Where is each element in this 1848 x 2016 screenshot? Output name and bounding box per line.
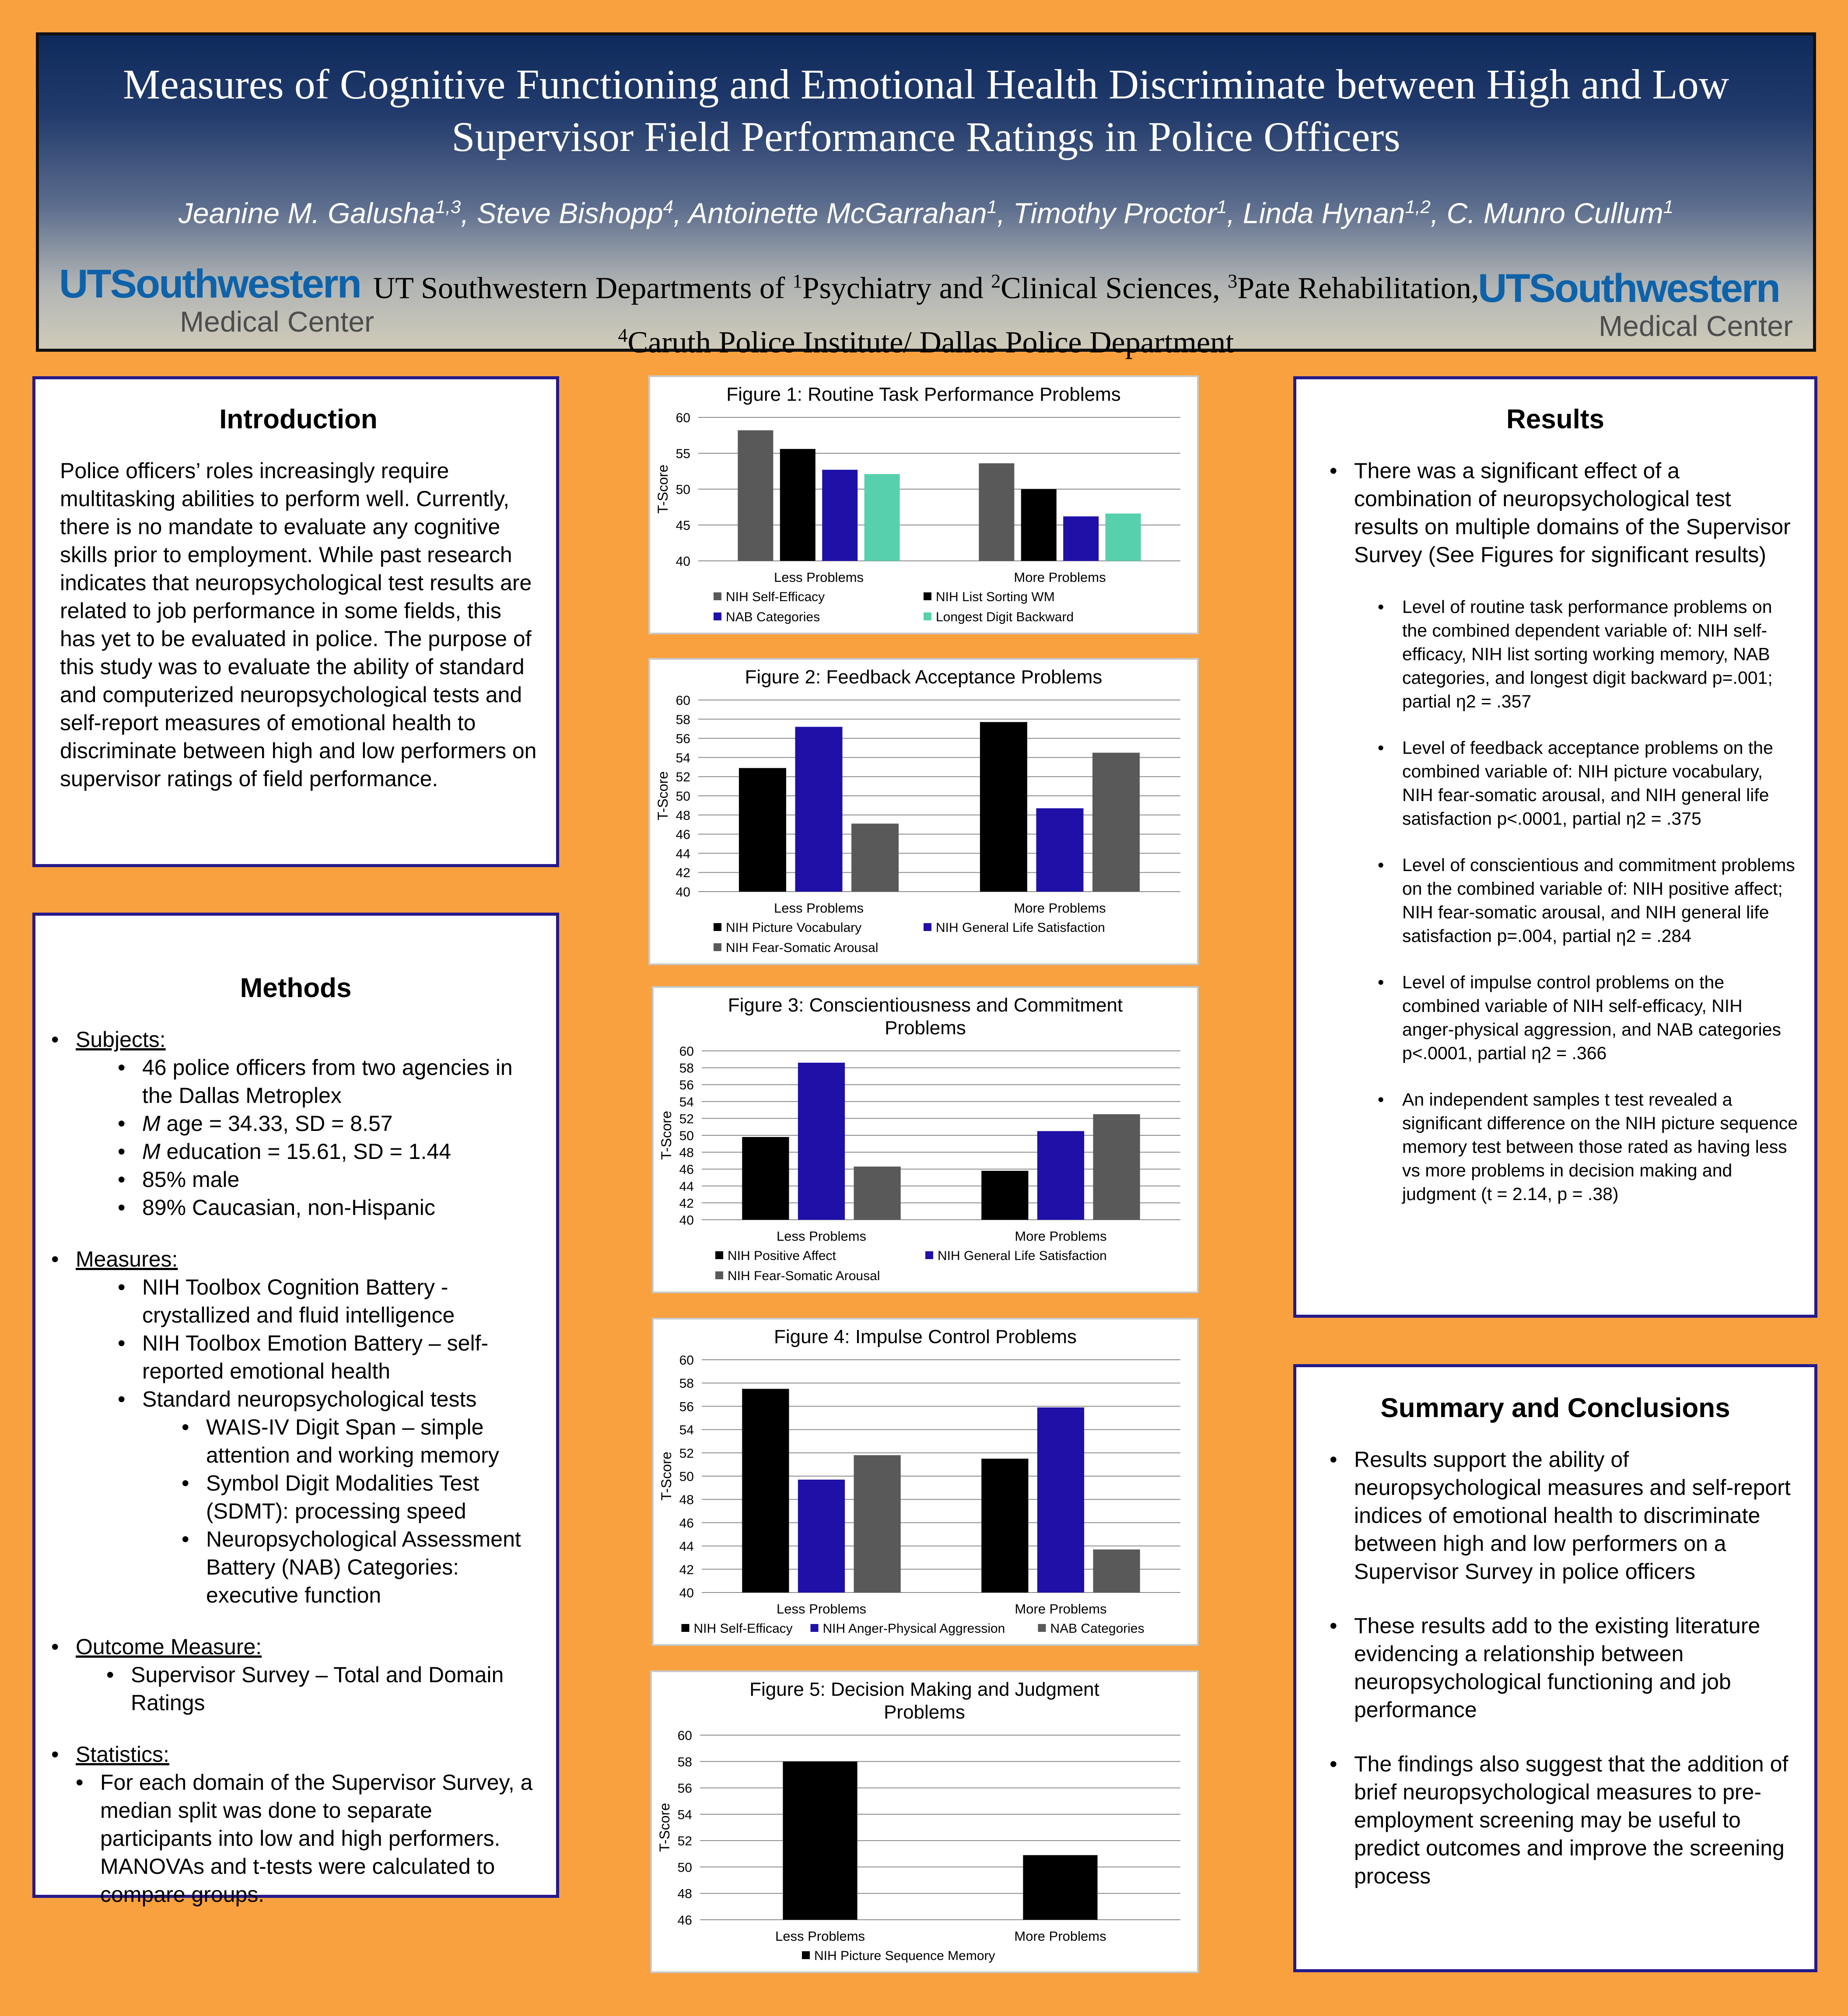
statistics-item: • For each domain of the Supervisor Survey, a median split was done to separate participants into low and high performers. MANOVAs and t-tests were calculated to compare groups. — [76, 1768, 540, 1908]
measures-section — [51, 1245, 540, 1609]
subjects-list — [118, 1054, 540, 1222]
utsw-logo-right — [1478, 267, 1793, 343]
legend-label: NIH Anger-Physical Aggression — [822, 1621, 1005, 1636]
figure-4-chart — [652, 1318, 1199, 1646]
chart-title: Problems — [885, 1017, 966, 1039]
legend-swatch — [714, 923, 721, 931]
chart-title: Figure 2: Feedback Acceptance Problems — [745, 666, 1102, 688]
legend-label: NAB Categories — [726, 610, 820, 624]
y-tick-label: 42 — [676, 866, 690, 881]
legend-label: NIH Fear-Somatic Arousal — [726, 941, 878, 955]
y-tick-label: 54 — [676, 751, 690, 766]
author-separator: , — [673, 197, 689, 229]
subject-text: education = 15.61, SD = 1.44 — [160, 1139, 452, 1164]
legend-swatch — [682, 1624, 690, 1632]
measure-item: • NIH Toolbox Emotion Battery – self-reported emotional health — [118, 1329, 540, 1385]
figure-4-svg — [654, 1320, 1197, 1644]
y-tick-label: 50 — [677, 1860, 692, 1875]
bar — [979, 463, 1014, 561]
author-separator: , — [461, 197, 477, 229]
y-axis-label: T-Score — [655, 771, 671, 821]
standard-test-item: • WAIS-IV Digit Span – simple attention and working memory — [182, 1413, 540, 1469]
y-tick-label: 44 — [679, 1179, 694, 1194]
bar — [798, 1480, 845, 1592]
introduction-text: Police officers’ roles increasingly require multitasking abilities to perform well. Currently, there is no mandate to evaluate any cognitive skills prior to employment. While past research indicates that neuropsychological test results are related to job performance in some fields, this has yet to be evaluated in police. The purpose of this study was to evaluate the ability of standard and computerized neuropsychological tests and self-report measures of emotional health to discriminate between high and low performers on supervisor ratings of field performance. — [60, 458, 537, 791]
y-tick-label: 40 — [676, 885, 690, 900]
legend-swatch — [802, 1951, 810, 1959]
statistics-label: Statistics: — [76, 1742, 169, 1767]
y-axis-label: T-Score — [655, 464, 671, 514]
summary-panel — [1293, 1364, 1817, 1972]
author-affiliation-number: 1 — [1663, 196, 1674, 217]
figure-2-svg — [650, 660, 1197, 963]
author-name: Linda Hynan — [1242, 197, 1405, 229]
y-tick-label: 40 — [679, 1586, 694, 1600]
bar — [980, 722, 1027, 892]
y-tick-label: 52 — [679, 1112, 694, 1127]
legend-swatch — [715, 1271, 723, 1279]
bar — [854, 1455, 901, 1592]
author-list — [39, 196, 1813, 230]
x-tick-label: More Problems — [1014, 1928, 1106, 1944]
bar — [822, 470, 858, 561]
legend-swatch — [714, 943, 721, 951]
bar — [864, 474, 900, 561]
bar — [783, 1761, 857, 1920]
subjects-label: Subjects: — [76, 1027, 166, 1052]
subject-item — [118, 1166, 540, 1194]
legend-swatch — [811, 1624, 819, 1632]
bar — [798, 1063, 845, 1220]
x-tick-label: Less Problems — [776, 1228, 867, 1244]
y-tick-label: 56 — [679, 1078, 694, 1093]
result-item: • Level of feedback acceptance problems on the combined variable of: NIH picture vocabulary, NIH fear-somatic arousal, and NIH general life satisfaction p<.0001, partial η2 = .375 — [1378, 736, 1799, 830]
legend-label: NIH Self-Efficacy — [693, 1621, 793, 1636]
figure-5-svg — [652, 1672, 1197, 1971]
measure-item: • Standard neuropsychological tests • WAIS-IV Digit Span – simple attention and working memory • Symbol Digit Modalities Test (SDMT): processing speed • Neuropsychological Assessment Battery (NAB) Categories: executive function — [118, 1385, 540, 1609]
figure-2-chart — [648, 658, 1199, 965]
result-item: • An independent samples t test revealed a significant difference on the NIH picture sequence memory test between those rated as having less vs more problems in decision making and judgment (t = 2.14, p = .38) — [1378, 1088, 1799, 1206]
affiliation-line-1: UT Southwestern Departments of $^1$Psychiatry and $^2$Clinical Sciences, $^3$Pate Rehabilitation, — [373, 270, 1479, 305]
y-axis-label: T-Score — [657, 1802, 672, 1852]
result-item: • Level of impulse control problems on the combined variable of NIH self-efficacy, NIH anger-physical aggression, and NAB categories p<.0001, partial η2 = .366 — [1378, 970, 1799, 1065]
chart-title: Figure 3: Conscientiousness and Commitment — [728, 994, 1123, 1016]
measures-list — [118, 1273, 540, 1609]
outcome-item: • Supervisor Survey – Total and Domain Ratings — [106, 1661, 540, 1717]
y-tick-label: 46 — [676, 827, 690, 842]
y-tick-label: 54 — [677, 1807, 692, 1822]
standard-tests-list — [182, 1413, 540, 1609]
author-affiliation-number: 4 — [663, 196, 673, 217]
legend-swatch — [714, 612, 721, 620]
header-banner — [36, 32, 1816, 360]
y-tick-label: 58 — [677, 1755, 692, 1770]
introduction-panel — [32, 376, 559, 867]
legend-swatch — [715, 1251, 723, 1259]
bar — [742, 1137, 789, 1220]
bar — [780, 449, 816, 561]
bar — [1106, 514, 1141, 561]
legend-label: NIH General Life Satisfaction — [936, 920, 1105, 935]
y-tick-label: 56 — [676, 732, 690, 746]
title-line-1: Measures of Cognitive Functioning and Emotional Health Discriminate between High and Low — [122, 61, 1729, 108]
y-tick-label: 48 — [677, 1886, 692, 1901]
y-tick-label: 52 — [679, 1446, 694, 1461]
subject-text: 46 police officers from two agencies in the Dallas Metroplex — [142, 1055, 513, 1108]
bar — [738, 430, 773, 561]
y-tick-label: 48 — [679, 1145, 694, 1160]
y-tick-label: 56 — [679, 1400, 694, 1414]
legend-label: NIH Self-Efficacy — [726, 590, 825, 604]
bar — [1063, 516, 1099, 561]
introduction-heading: Introduction — [219, 404, 378, 434]
result-item: • Level of routine task performance problems on the combined dependent variable of: NIH self-efficacy, NIH list sorting working memory, NAB categories, and longest digit backward p=.001; partial η2 = .357 — [1378, 595, 1799, 713]
y-tick-label: 50 — [676, 789, 690, 804]
author-name: Steve Bishopp — [477, 197, 663, 229]
y-tick-label: 52 — [677, 1834, 692, 1849]
bar — [742, 1389, 789, 1593]
statistics-section — [51, 1740, 540, 1908]
y-tick-label: 60 — [679, 1353, 694, 1368]
author-affiliation-number: 1,3 — [435, 196, 461, 217]
y-tick-label: 50 — [679, 1470, 694, 1484]
subject-item — [118, 1054, 540, 1110]
author-name: Jeanine M. Galusha — [178, 197, 435, 229]
x-tick-label: More Problems — [1014, 570, 1106, 585]
bar — [1093, 1550, 1140, 1592]
author-affiliation-number: 1,2 — [1405, 196, 1431, 217]
chart-title: Figure 4: Impulse Control Problems — [774, 1326, 1077, 1348]
subject-item — [118, 1194, 540, 1222]
legend-swatch — [924, 592, 931, 600]
result-item: • Level of conscientious and commitment problems on the combined variable of: NIH positive affect; NIH fear-somatic arousal, and NIH general life satisfaction p=.004, partial η2 = .284 — [1378, 853, 1799, 948]
y-tick-label: 48 — [676, 808, 690, 823]
measures-label: Measures: — [76, 1247, 178, 1271]
y-tick-label: 54 — [679, 1423, 694, 1438]
legend-label: NIH Picture Vocabulary — [726, 920, 862, 935]
standard-test-item: • Neuropsychological Assessment Battery (NAB) Categories: executive function — [182, 1525, 540, 1609]
bar — [1037, 1407, 1084, 1592]
legend-label: NIH List Sorting WM — [936, 590, 1055, 604]
outcome-label: Outcome Measure: — [76, 1634, 262, 1659]
statistics-list — [76, 1768, 540, 1908]
author-separator: , — [1430, 197, 1447, 229]
subject-text: 85% male — [142, 1167, 240, 1192]
y-tick-label: 44 — [679, 1539, 694, 1554]
y-tick-label: 56 — [677, 1781, 692, 1796]
y-tick-label: 48 — [679, 1493, 694, 1508]
y-tick-label: 46 — [679, 1516, 694, 1531]
summary-list — [1330, 1446, 1799, 1890]
author-separator: , — [997, 197, 1013, 229]
figure-3-chart — [652, 986, 1199, 1293]
legend-swatch — [924, 923, 931, 931]
summary-item: • Results support the ability of neuropsychological measures and self-report indices of emotional health to discriminate between high and low performers on a Supervisor Survey in police officers — [1330, 1446, 1799, 1586]
measure-item: • NIH Toolbox Cognition Battery - crystallized and fluid intelligence — [118, 1273, 540, 1329]
legend-label: NIH General Life Satisfaction — [938, 1249, 1107, 1263]
summary-item: • These results add to the existing literature evidencing a relationship between neuropsychological functioning and job performance — [1330, 1612, 1799, 1724]
bar — [739, 768, 786, 892]
y-tick-label: 55 — [676, 447, 690, 461]
affiliation-line-2: $^4$Caruth Police Institute/ Dallas Police Department — [618, 325, 1234, 360]
bar — [981, 1171, 1028, 1220]
results-main-list — [1330, 457, 1799, 569]
x-tick-label: More Problems — [1015, 1601, 1107, 1617]
bar — [1023, 1855, 1097, 1920]
y-tick-label: 42 — [679, 1562, 694, 1577]
poster-title — [39, 58, 1813, 163]
y-tick-label: 54 — [679, 1095, 694, 1110]
bar — [854, 1166, 901, 1220]
chart-title: Figure 5: Decision Making and Judgment — [749, 1679, 1099, 1700]
summary-item: • The findings also suggest that the addition of brief neuropsychological measures to pre-employment screening may be useful to predict outcomes and improve the screening process — [1330, 1750, 1799, 1890]
subjects-section — [51, 1026, 540, 1222]
author-separator: , — [1227, 197, 1243, 229]
y-tick-label: 50 — [679, 1129, 694, 1143]
bar — [1037, 1131, 1084, 1220]
methods-heading: Methods — [240, 973, 352, 1003]
author-name: Antoinette McGarrahan — [688, 197, 987, 229]
y-tick-label: 60 — [676, 411, 690, 425]
subject-text: 89% Caucasian, non-Hispanic — [142, 1195, 435, 1220]
bar — [1036, 808, 1084, 892]
utsw-logo-left — [59, 263, 374, 338]
results-panel — [1293, 376, 1817, 1318]
figure-3-svg — [654, 988, 1197, 1292]
standard-test-item: • Symbol Digit Modalities Test (SDMT): processing speed — [182, 1469, 540, 1525]
y-tick-label: 46 — [679, 1162, 694, 1177]
y-tick-label: 40 — [676, 554, 690, 569]
author-affiliation-number: 1 — [1216, 196, 1227, 217]
legend-label: NIH Fear-Somatic Arousal — [728, 1269, 880, 1283]
y-axis-label: T-Score — [658, 1451, 674, 1501]
y-tick-label: 58 — [679, 1061, 694, 1076]
results-heading: Results — [1506, 404, 1604, 434]
y-tick-label: 58 — [679, 1376, 694, 1391]
chart-title: Problems — [884, 1701, 965, 1723]
bar — [851, 824, 899, 892]
x-tick-label: Less Problems — [775, 1928, 865, 1944]
x-tick-label: Less Problems — [774, 570, 864, 585]
y-tick-label: 58 — [676, 712, 690, 727]
x-tick-label: Less Problems — [776, 1601, 867, 1617]
figure-1-svg — [650, 377, 1197, 633]
legend-label: NIH Picture Sequence Memory — [814, 1949, 995, 1963]
author-name: Timothy Proctor — [1013, 197, 1217, 229]
x-tick-label: More Problems — [1014, 900, 1106, 916]
title-line-2: Supervisor Field Performance Ratings in Police Officers — [452, 113, 1400, 160]
methods-panel — [32, 913, 559, 1907]
logo-wordmark: UTSouthwestern — [1478, 266, 1779, 311]
bar — [1092, 752, 1140, 892]
logo-subtitle: Medical Center — [1599, 310, 1793, 342]
bar — [795, 727, 843, 892]
subject-item — [118, 1110, 540, 1138]
author-affiliation-number: 1 — [987, 196, 997, 217]
y-tick-label: 45 — [676, 518, 690, 533]
legend-swatch — [925, 1251, 933, 1259]
y-tick-label: 46 — [677, 1913, 692, 1928]
logo-subtitle: Medical Center — [180, 305, 374, 338]
legend-swatch — [924, 612, 931, 620]
y-tick-label: 60 — [676, 693, 690, 708]
bar — [1021, 489, 1057, 561]
subject-text: age = 34.33, SD = 8.57 — [160, 1111, 393, 1136]
author-name: C. Munro Cullum — [1446, 197, 1663, 229]
legend-swatch — [714, 592, 721, 600]
y-tick-label: 44 — [676, 847, 690, 861]
y-tick-label: 52 — [676, 770, 690, 785]
legend-label: Longest Digit Backward — [936, 610, 1074, 624]
y-tick-label: 60 — [677, 1729, 692, 1743]
legend-label: NIH Positive Affect — [728, 1249, 836, 1263]
italic-symbol: M — [142, 1111, 161, 1136]
figure-5-chart — [650, 1670, 1199, 1973]
y-tick-label: 60 — [679, 1044, 694, 1059]
chart-title: Figure 1: Routine Task Performance Problems — [726, 384, 1121, 405]
legend-label: NAB Categories — [1050, 1621, 1144, 1636]
summary-heading: Summary and Conclusions — [1380, 1393, 1730, 1423]
y-tick-label: 50 — [676, 483, 690, 497]
bar — [1093, 1114, 1140, 1220]
y-tick-label: 40 — [679, 1213, 694, 1228]
legend-swatch — [1038, 1624, 1046, 1632]
methods-list — [51, 1026, 540, 1908]
italic-symbol: M — [142, 1139, 161, 1164]
bar — [981, 1459, 1028, 1592]
outcome-section — [51, 1633, 540, 1717]
y-tick-label: 42 — [679, 1196, 694, 1211]
x-tick-label: Less Problems — [774, 900, 864, 916]
logo-wordmark: UTSouthwestern — [59, 262, 360, 306]
y-axis-label: T-Score — [658, 1110, 674, 1160]
x-tick-label: More Problems — [1015, 1228, 1107, 1244]
results-detail-list — [1378, 595, 1799, 1206]
figure-1-chart — [648, 375, 1199, 634]
outcome-list — [106, 1661, 540, 1717]
results-main-item: • There was a significant effect of a combination of neuropsychological test results on multiple domains of the Supervisor Survey (See Figures for significant results) — [1330, 457, 1799, 569]
subject-item — [118, 1138, 540, 1166]
